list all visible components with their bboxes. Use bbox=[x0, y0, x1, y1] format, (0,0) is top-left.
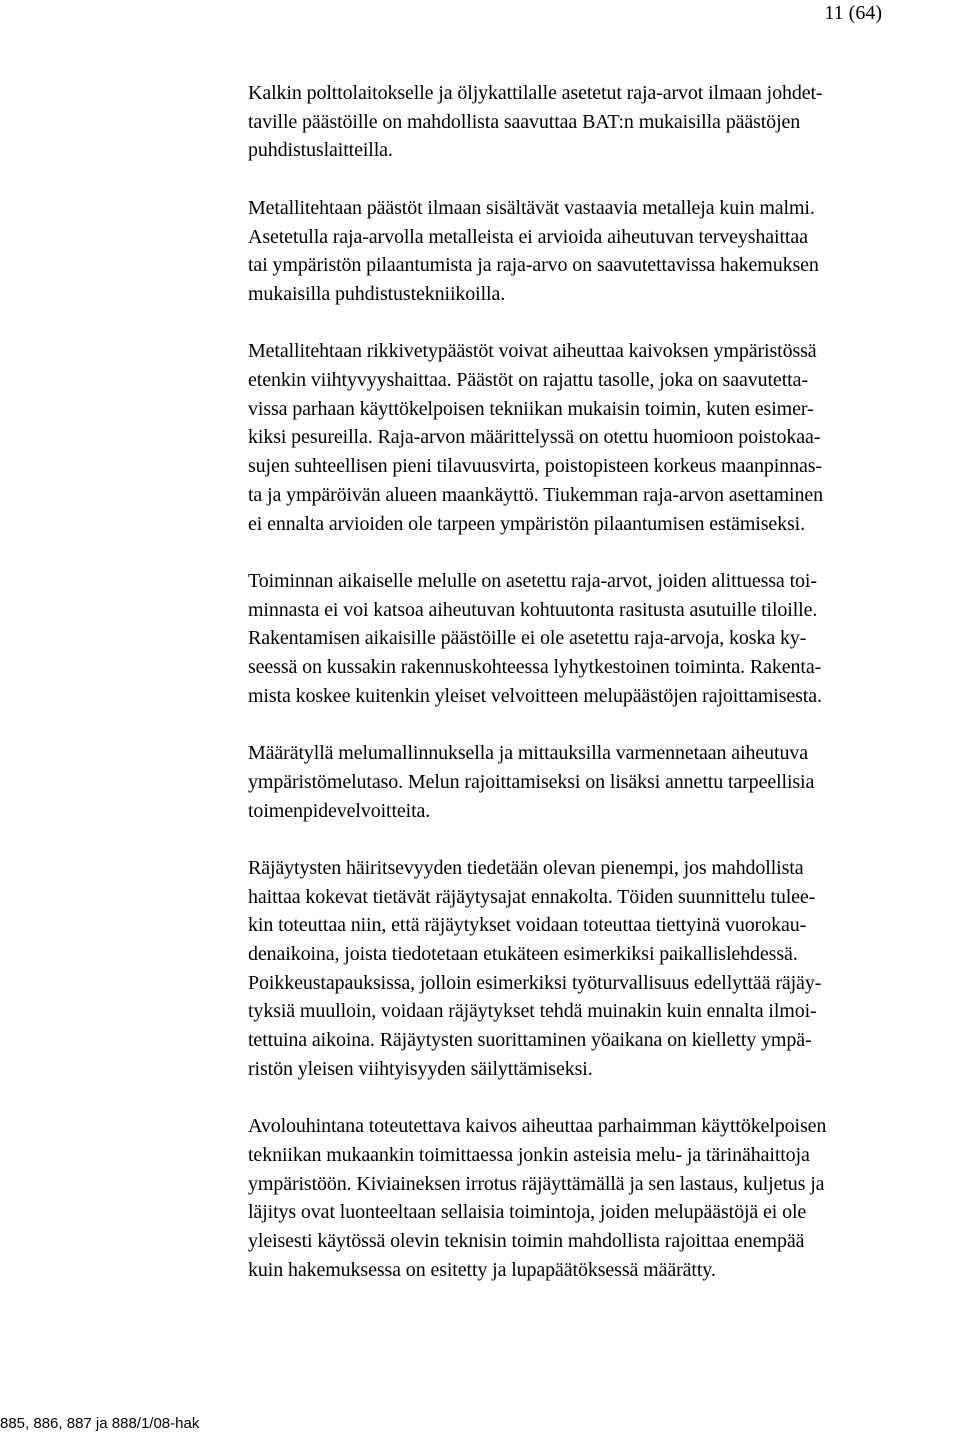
text-line: minnasta ei voi katsoa aiheutuvan kohtuutonta rasitusta asutuille tiloille. bbox=[248, 598, 818, 621]
text-line: Asetetulla raja-arvolla metalleista ei arvioida aiheutuvan terveyshaittaa bbox=[248, 225, 808, 248]
text-line: ta ja ympäröivän alueen maankäyttö. Tiukemman raja-arvon asettaminen bbox=[248, 483, 823, 506]
paragraph-operational-noise bbox=[248, 567, 960, 711]
paragraph-open-pit-mining bbox=[248, 1112, 960, 1284]
text-line: etenkin viihtyvyyshaittaa. Päästöt on rajattu tasolle, joka on saavutetta- bbox=[248, 369, 808, 391]
paragraph-blasting bbox=[248, 854, 960, 1084]
document-body bbox=[248, 79, 960, 1313]
text-line: Toiminnan aikaiselle melulle on asetettu raja-arvot, joiden alittuessa toi- bbox=[248, 569, 817, 592]
page-number: 11 (64) bbox=[824, 2, 882, 24]
text-line: Avolouhintana toteutettava kaivos aiheuttaa parhaimman käyttökelpoisen bbox=[248, 1115, 827, 1138]
text-line: puhdistuslaitteilla. bbox=[248, 139, 393, 162]
text-line: Määrätyllä melumallinnuksella ja mittauksilla varmennetaan aiheutuva bbox=[248, 742, 808, 765]
text-line: vissa parhaan käyttökelpoisen tekniikan mukaisin toimin, kuten esimer- bbox=[248, 397, 814, 420]
text-line: mukaisilla puhdistustekniikoilla. bbox=[248, 282, 506, 305]
text-line: ympäristömelutaso. Melun rajoittamiseksi on lisäksi annettu tarpeellisia bbox=[248, 770, 815, 793]
text-line: ristön yleisen viihtyisyyden säilyttämiseksi. bbox=[248, 1057, 593, 1080]
text-line: seessä on kussakin rakennuskohteessa lyhytkestoinen toiminta. Rakenta- bbox=[248, 656, 822, 679]
paragraph-hydrogen-sulfide bbox=[248, 337, 960, 538]
text-line: tyksiä muulloin, voidaan räjäytykset tehdä muinakin kuin ennalta ilmoi- bbox=[248, 1000, 817, 1023]
text-line: kiksi pesureilla. Raja-arvon määrittelyssä on otettu huomioon poistokaa- bbox=[248, 426, 821, 449]
text-line: tettuina aikoina. Räjäytysten suorittaminen yöaikana on kielletty ympä- bbox=[248, 1029, 812, 1052]
text-line: ympäristöön. Kiviaineksen irrotus räjäyttämällä ja sen lastaus, kuljetus ja bbox=[248, 1172, 825, 1195]
text-line: kuin hakemuksessa on esitetty ja lupapäätöksessä määrätty. bbox=[248, 1258, 716, 1281]
text-line: haittaa kokevat tietävät räjäytysajat ennakolta. Töiden suunnittelu tulee- bbox=[248, 885, 816, 908]
text-line: Rakentamisen aikaisille päästöille ei ole asetettu raja-arvoja, koska ky- bbox=[248, 627, 807, 650]
paragraph-metal-emissions bbox=[248, 194, 960, 309]
text-line: sujen suhteellisen pieni tilavuusvirta, poistopisteen korkeus maanpinnas- bbox=[248, 455, 822, 478]
text-line: denaikoina, joista tiedotetaan etukäteen esimerkiksi paikallislehdessä. bbox=[248, 943, 798, 966]
text-line: tai ympäristön pilaantumista ja raja-arvo on saavutettavissa hakemuksen bbox=[248, 254, 819, 277]
text-line: toimenpidevelvoitteita. bbox=[248, 799, 431, 822]
text-line: taville päästöille on mahdollista saavuttaa BAT:n mukaisilla päästöjen bbox=[248, 110, 801, 133]
text-line: Metallitehtaan päästöt ilmaan sisältävät vastaavia metalleja kuin malmi. bbox=[248, 196, 815, 219]
text-line: Poikkeustapauksissa, jolloin esimerkiksi työturvallisuus edellyttää räjäy- bbox=[248, 971, 822, 994]
text-line: mista koskee kuitenkin yleiset velvoitteen melupäästöjen rajoittamisesta. bbox=[248, 684, 822, 707]
text-line: Metallitehtaan rikkivetypäästöt voivat aiheuttaa kaivoksen ympäristössä bbox=[248, 340, 817, 363]
text-line: ei ennalta arvioiden ole tarpeen ympäristön pilaantumisen estämiseksi. bbox=[248, 512, 805, 535]
text-line: Räjäytysten häiritsevyyden tiedetään olevan pienempi, jos mahdollista bbox=[248, 856, 804, 879]
text-line: läjitys ovat luonteeltaan sellaisia toimintoja, joiden melupäästöjä ei ole bbox=[248, 1201, 807, 1224]
paragraph-noise-modelling bbox=[248, 739, 960, 825]
document-reference-footer: 885, 886, 887 ja 888/1/08-hak bbox=[0, 1415, 200, 1432]
text-line: yleisesti käytössä olevin teknisin toimin mahdollista rajoittaa enempää bbox=[248, 1230, 805, 1253]
paragraph-emissions-bat bbox=[248, 79, 960, 165]
text-line: kin toteuttaa niin, että räjäytykset voidaan toteuttaa tiettyinä vuorokau- bbox=[248, 914, 807, 937]
text-line: tekniikan mukaankin toimittaessa jonkin asteisia melu- ja tärinähaittoja bbox=[248, 1143, 810, 1166]
text-line: Kalkin polttolaitokselle ja öljykattilalle asetetut raja-arvot ilmaan johdet- bbox=[248, 82, 823, 104]
